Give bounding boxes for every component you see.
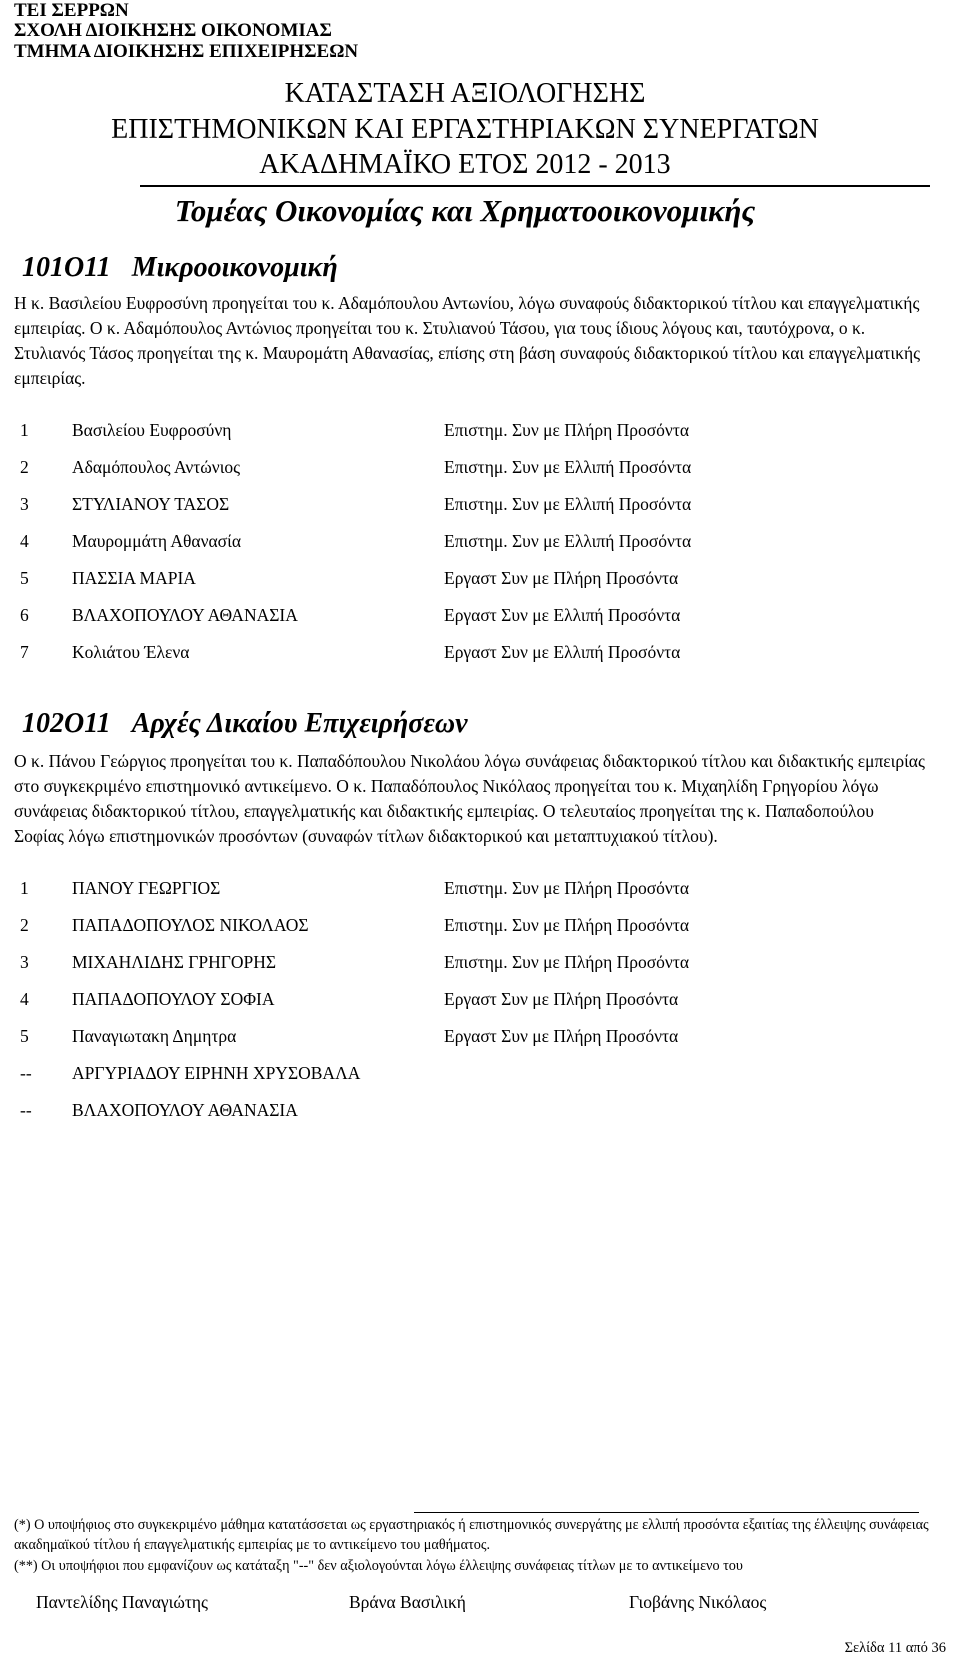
rank: 1 (20, 420, 29, 440)
course-code: 102Ο11 (22, 708, 111, 739)
rank: 4 (20, 531, 29, 551)
rank: 5 (20, 568, 29, 588)
document-title-line-3: ΑΚΑΔΗΜΑΪΚΟ ΕΤΟΣ 2012 - 2013 (259, 149, 671, 180)
candidate-status: Εργαστ Συν με Ελλιπή Προσόντα (444, 605, 681, 625)
candidate-status: Επιστημ. Συν με Ελλιπή Προσόντα (444, 531, 692, 551)
candidate-status: Επιστημ. Συν με Πλήρη Προσόντα (444, 952, 690, 972)
rank: 7 (20, 642, 29, 662)
rank: 3 (20, 952, 29, 972)
footnote-1: (*) Ο υποψήφιος στο συγκεκριμένο μάθημα κατατάσσεται ως εργαστηριακός ή επιστημονικός συνεργάτης με ελλιπή προσόντα εξαιτίας της έλλειψης συνάφειας ακαδημαϊκού τίτλου ή επαγγελματικής εμπειρίας με το αντικείμενο του μαθήματος. (14, 1517, 929, 1553)
candidate-status: Επιστημ. Συν με Πλήρη Προσόντα (444, 420, 690, 440)
candidate-name: ΠΑΣΣΙΑ ΜΑΡΙΑ (72, 568, 196, 588)
candidate-name: Κολιάτου Έλενα (72, 642, 190, 662)
candidate-name: ΒΛΑΧΟΠΟΥΛΟΥ ΑΘΑΝΑΣΙΑ (72, 1100, 298, 1120)
candidate-name: ΠΑΠΑΔΟΠΟΥΛΟΣ ΝΙΚΟΛΑΟΣ (72, 915, 309, 935)
rank: 5 (20, 1026, 29, 1046)
document-title-line-2: ΕΠΙΣΤΗΜΟΝΙΚΩΝ ΚΑΙ ΕΡΓΑΣΤΗΡΙΑΚΩΝ ΣΥΝΕΡΓΑΤΩΝ (111, 114, 819, 145)
candidate-status: Επιστημ. Συν με Πλήρη Προσόντα (444, 878, 690, 898)
course-code: 101Ο11 (22, 252, 111, 283)
candidate-status: Εργαστ Συν με Ελλιπή Προσόντα (444, 642, 681, 662)
rank: 2 (20, 915, 29, 935)
candidate-status: Επιστημ. Συν με Ελλιπή Προσόντα (444, 494, 692, 514)
course-name: Μικροοικονομική (131, 252, 338, 283)
candidate-name: ΠΑΠΑΔΟΠΟΥΛΟΥ ΣΟΦΙΑ (72, 989, 275, 1009)
institution-line-1: ΤΕΙ ΣΕΡΡΩΝ (14, 0, 129, 21)
candidate-name: Παναγιωτακη Δημητρα (72, 1026, 237, 1046)
course-2-note: Ο κ. Πάνου Γεώργιος προηγείται του κ. Παπαδόπουλου Νικολάου λόγω συνάφειας διδακτορικού τίτλου και διδακτικής εμπειρίας στο συγκεκριμένο επιστημονικό αντικείμενο. Ο κ. Παπαδόπουλος Νικόλαος προηγείται του κ. Μιχαηλίδη Γρηγορίου λόγω συνάφειας διδακτορικού τίτλου, επαγγελματικής και διδακτικής εμπειρίας. Ο τελευταίος προηγείται της κ. Παπαδοπούλου Σοφίας λόγω επιστημονικών προσόντων (συναφών τίτλων διδακτορικού και μεταπτυχιακού τίτλου). (14, 751, 925, 846)
rank: 3 (20, 494, 29, 514)
sector-title: Τομέας Οικονομίας και Χρηματοοικονομικής (174, 193, 756, 228)
candidate-status: Επιστημ. Συν με Πλήρη Προσόντα (444, 915, 690, 935)
course-name: Αρχές Δικαίου Επιχειρήσεων (131, 708, 468, 739)
rank: 1 (20, 878, 29, 898)
candidate-name: ΠΑΝΟΥ ΓΕΩΡΓΙΟΣ (72, 878, 221, 898)
candidate-name: ΣΤΥΛΙΑΝΟΥ ΤΑΣΟΣ (72, 494, 230, 514)
rank: 4 (20, 989, 29, 1009)
candidate-name: Μαυρομμάτη Αθανασία (72, 531, 241, 551)
signature-3: Γιοβάνης Νικόλαος (629, 1592, 767, 1612)
candidate-status: Επιστημ. Συν με Ελλιπή Προσόντα (444, 457, 692, 477)
candidate-name: ΜΙΧΑΗΛΙΔΗΣ ΓΡΗΓΟΡΗΣ (72, 952, 277, 972)
candidate-status: Εργαστ Συν με Πλήρη Προσόντα (444, 989, 679, 1009)
signature-2: Βράνα Βασιλική (349, 1592, 466, 1612)
candidate-name: ΑΡΓΥΡΙΑΔΟΥ ΕΙΡΗΝΗ ΧΡΥΣΟΒΑΛΑ (72, 1063, 361, 1083)
rank: 6 (20, 605, 29, 625)
candidate-name: Αδαμόπουλος Αντώνιος (72, 457, 241, 477)
rank: -- (20, 1063, 32, 1083)
institution-line-3: ΤΜΗΜΑ ΔΙΟΙΚΗΣΗΣ ΕΠΙΧΕΙΡΗΣΕΩΝ (14, 41, 359, 62)
candidate-status: Εργαστ Συν με Πλήρη Προσόντα (444, 568, 679, 588)
institution-line-2: ΣΧΟΛΗ ΔΙΟΙΚΗΣΗΣ ΟΙΚΟΝΟΜΙΑΣ (14, 20, 332, 41)
candidate-name: Βασιλείου Ευφροσύνη (72, 420, 232, 440)
footnote-2: (**) Οι υποψήφιοι που εμφανίζουν ως κατάταξη "--" δεν αξιολογούνται λόγω έλλειψης συνάφειας τίτλων με το αντικείμενο του (14, 1558, 743, 1574)
candidate-name: ΒΛΑΧΟΠΟΥΛΟΥ ΑΘΑΝΑΣΙΑ (72, 605, 298, 625)
page-number: Σελίδα 11 από 36 (844, 1640, 946, 1656)
rank: -- (20, 1100, 32, 1120)
course-1-note: Η κ. Βασιλείου Ευφροσύνη προηγείται του κ. Αδαμόπουλου Αντωνίου, λόγω συναφούς διδακτορικού τίτλου και επαγγελματικής εμπειρίας. Ο κ. Αδαμόπουλος Αντώνιος προηγείται του κ. Στυλιανού Τάσου, για τους ίδιους λόγους και, ταυτόχρονα, ο κ. Στυλιανός Τάσος προηγείται της κ. Μαυρομάτη Αθανασίας, επίσης στη βάση συναφούς διδακτορικού τίτλου και επαγγελματικής εμπειρίας. (14, 293, 921, 388)
rank: 2 (20, 457, 29, 477)
candidate-status: Εργαστ Συν με Πλήρη Προσόντα (444, 1026, 679, 1046)
course-heading-1 (22, 252, 338, 284)
document-title-line-1: ΚΑΤΑΣΤΑΣΗ ΑΞΙΟΛΟΓΗΣΗΣ (284, 78, 646, 109)
title-rule (140, 185, 930, 187)
footnote-rule (414, 1512, 919, 1513)
signature-1: Παντελίδης Παναγιώτης (36, 1592, 208, 1612)
course-heading-2 (22, 708, 468, 740)
